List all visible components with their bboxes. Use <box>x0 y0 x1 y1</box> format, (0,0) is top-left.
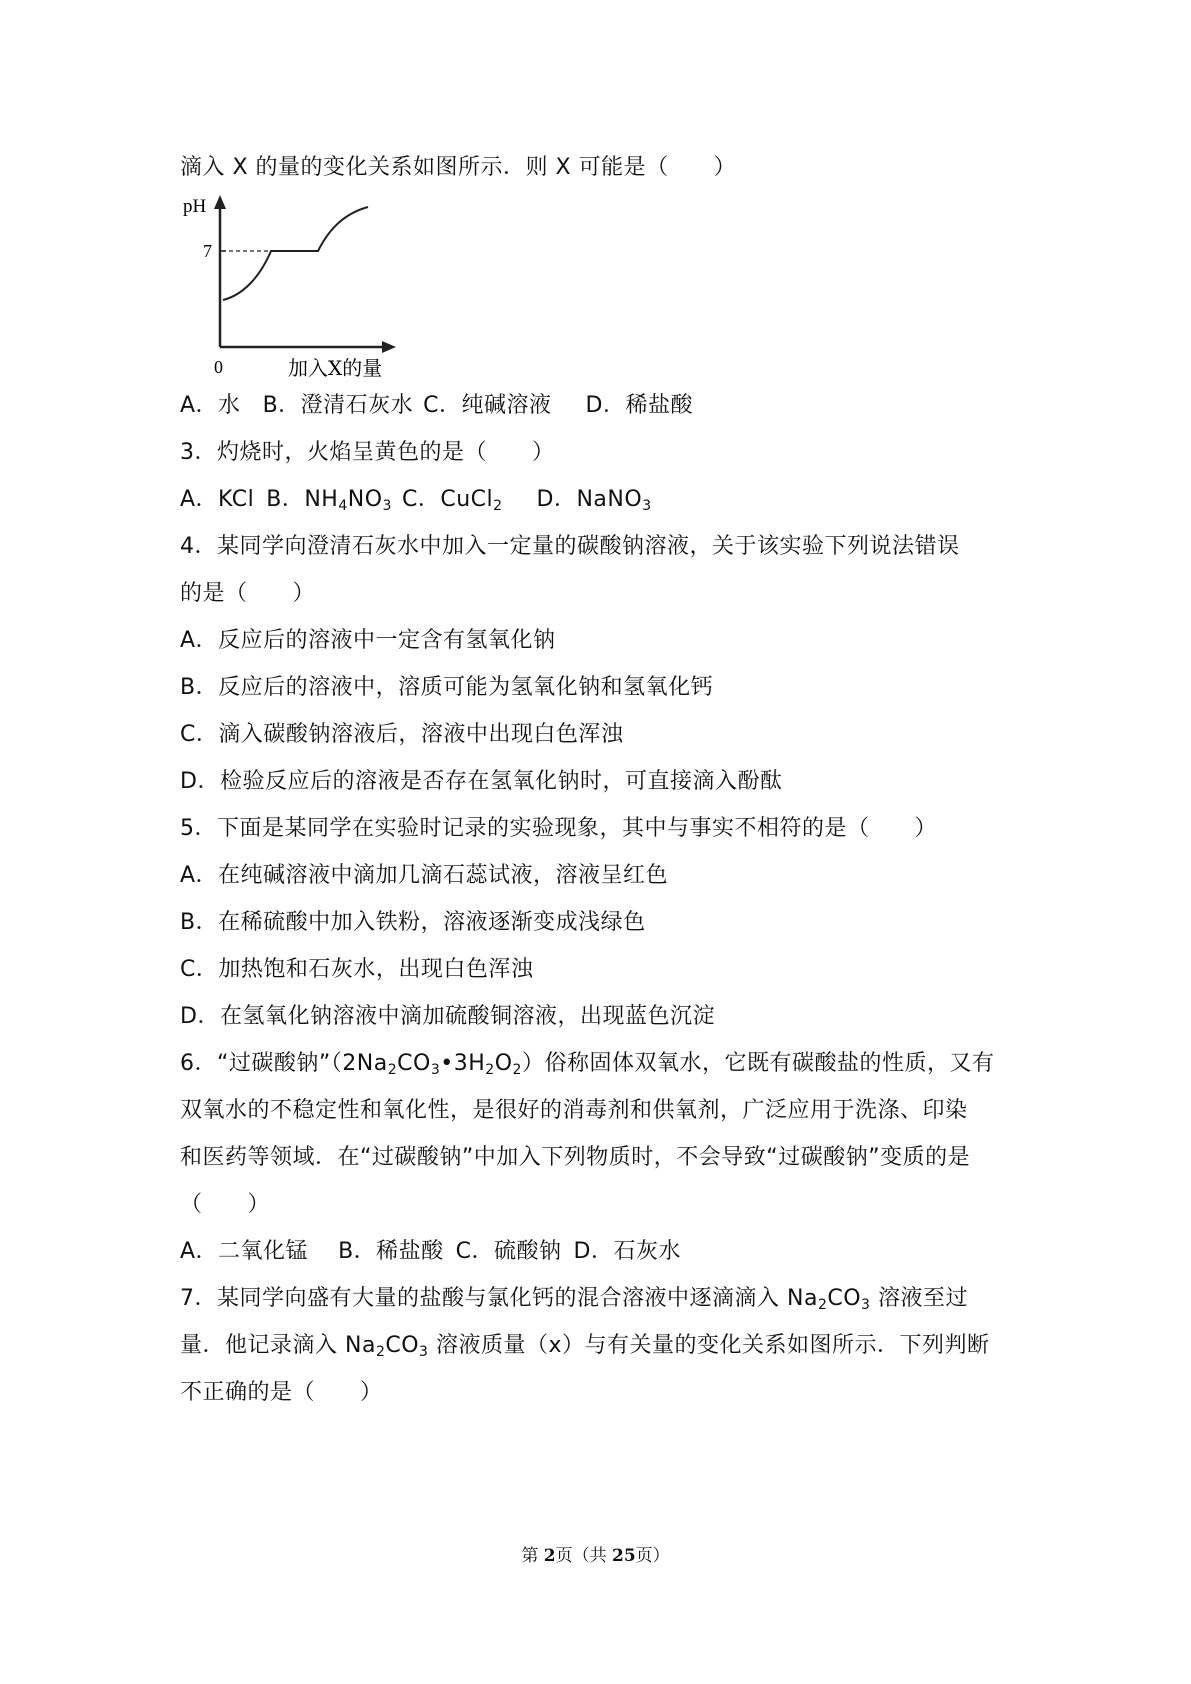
q2-option-d: D．稀盐酸 <box>585 393 693 418</box>
q5-option-b: B．在稀硫酸中加入铁粉，溶液逐渐变成浅绿色 <box>180 910 646 935</box>
q6-stem-line3: 和医药等领域．在“过碳酸钠”中加入下列物质时，不会导致“过碳酸钠”变质的是 <box>180 1145 971 1170</box>
x-axis-arrow <box>382 341 396 353</box>
q7-stem-line3: 不正确的是（ ） <box>180 1380 383 1405</box>
x-axis-label: 加入X的量 <box>288 356 383 380</box>
q6-stem-line2: 双氧水的不稳定性和氧化性，是很好的消毒剂和供氧剂，广泛应用于洗涤、印染 <box>180 1098 968 1123</box>
q6-option-b: B．稀盐酸 <box>338 1239 444 1264</box>
q4-option-d: D．检验反应后的溶液是否存在氢氧化钠时，可直接滴入酚酞 <box>180 769 783 794</box>
total-pages-number: 25 <box>611 1546 636 1566</box>
q6-stem-line4: （ ） <box>180 1192 271 1217</box>
q2-option-a: A．水 <box>180 393 241 418</box>
q2-options <box>180 391 693 421</box>
origin-label: 0 <box>214 357 223 377</box>
q3-option-d: D．NaNO$_3$ <box>536 487 652 514</box>
q6-option-d: D．石灰水 <box>573 1239 681 1264</box>
q3-stem: 3．灼烧时，火焰呈黄色的是（ ） <box>180 440 555 465</box>
q7-stem-line1: 7．某同学向盛有大量的盐酸与氯化钙的混合溶液中逐滴滴入 $Na_2CO_3$ 溶液至过 <box>180 1286 968 1313</box>
y-tick-label: 7 <box>203 241 212 261</box>
q5-option-c: C．加热饱和石灰水，出现白色浑浊 <box>180 957 534 982</box>
ph-curve-chart <box>178 195 408 380</box>
q6-options <box>180 1237 681 1267</box>
q5-option-d: D．在氢氧化钠溶液中滴加硫酸铜溶液，出现蓝色沉淀 <box>180 1004 715 1029</box>
q4-option-b: B．反应后的溶液中，溶质可能为氢氧化钠和氢氧化钙 <box>180 675 714 700</box>
y-axis-label: pH <box>183 196 207 217</box>
q2-option-b: B．澄清石灰水 <box>262 393 414 418</box>
q4-option-c: C．滴入碳酸钠溶液后，溶液中出现白色浑浊 <box>180 722 624 747</box>
q6-option-c: C．硫酸钠 <box>455 1239 562 1264</box>
q6-option-a: A．二氧化锰 <box>180 1239 309 1264</box>
q3-options <box>180 485 652 515</box>
ph-curve <box>223 207 368 300</box>
q3-option-b: B．$NH_4NO_3$ <box>266 487 392 514</box>
q3-option-a: A．KCl <box>180 487 255 512</box>
q6-stem-line1: 6．“过碳酸钠$”(2Na_2CO_3•3H_2O_2)$俗称固体双氧水，它既有碳酸盐的性质，又有 <box>180 1051 995 1078</box>
q7-stem-line2: 量．他记录滴入 $Na_2CO_3$ 溶液质量（x）与有关量的变化关系如图所示．下列判断 <box>180 1333 990 1360</box>
q2-stem-tail: 滴入 X 的量的变化关系如图所示．则 X 可能是（ ） <box>180 155 737 180</box>
q3-option-c: C．CuCl$_2$ <box>401 487 503 514</box>
q4-option-a: A．反应后的溶液中一定含有氢氧化钠 <box>180 628 556 653</box>
q4-stem-line2: 的是（ ） <box>180 581 316 606</box>
y-axis-arrow <box>214 195 226 209</box>
current-page-number: 2 <box>543 1546 556 1566</box>
page-footer: 第 2页（共 25页） <box>521 1546 670 1566</box>
q4-stem-line1: 4．某同学向澄清石灰水中加入一定量的碳酸钠溶液，关于该实验下列说法错误 <box>180 534 960 559</box>
q2-option-c: C．纯碱溶液 <box>423 393 552 418</box>
q5-option-a: A．在纯碱溶液中滴加几滴石蕊试液，溶液呈红色 <box>180 863 669 888</box>
q5-stem: 5．下面是某同学在实验时记录的实验现象，其中与事实不相符的是（ ） <box>180 816 937 841</box>
